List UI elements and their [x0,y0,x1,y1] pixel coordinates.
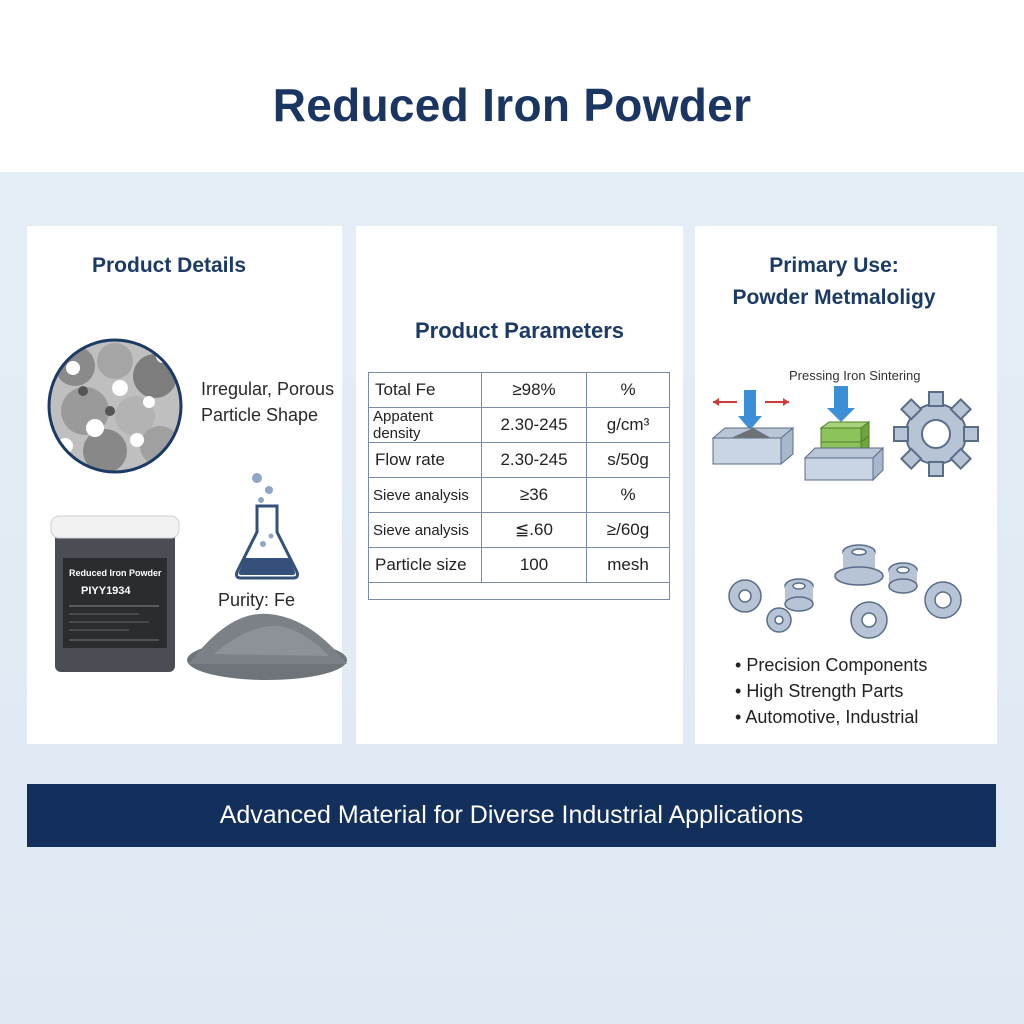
param-name: Appatent density [369,408,482,443]
page-title: Reduced Iron Powder [272,79,752,131]
primary-use-heading: Primary Use: [769,254,899,277]
param-unit: s/50g [587,443,670,478]
porous-particle-image [45,336,185,476]
primary-use-subheading: Powder Metmaloligy [732,286,936,309]
parameters-table [368,372,670,600]
table-row [369,443,670,478]
iron-powder-jar-image [49,514,329,684]
jar-label-code: PIYY1934 [81,585,131,597]
param-unit: ≥/60g [587,513,670,548]
process-label: Pressing Iron Sintering [789,368,921,383]
empty-cell [369,583,670,600]
product-details-heading: Product Details [92,254,247,277]
param-value: 2.30-245 [482,443,587,478]
param-name: Sieve analysis [369,478,482,513]
param-name: Flow rate [369,443,482,478]
param-unit: % [587,478,670,513]
primary-use-panel [695,226,997,744]
jar-label-title: Reduced Iron Powder [69,568,162,578]
table-row [369,373,670,408]
product-parameters-heading: Product Parameters [414,318,625,343]
param-unit: g/cm³ [587,408,670,443]
pressing-icon [709,388,799,484]
gear-icon [893,391,979,477]
list-item: • Precision Components [735,652,927,678]
list-item: • High Strength Parts [735,678,927,704]
particle-shape-text [201,376,334,428]
param-value: ≦.60 [482,513,587,548]
param-name: Particle size [369,548,482,583]
table-row [369,408,670,443]
components-icon [721,538,969,642]
particle-shape-line1: Irregular, Porous [201,379,335,399]
tagline-banner: Advanced Material for Diverse Industrial Applications [27,784,996,847]
param-value: 100 [482,548,587,583]
param-unit: mesh [587,548,670,583]
table-row [369,583,670,600]
list-item: • Automotive, Industrial [735,704,927,730]
product-parameters-panel [356,226,683,744]
param-name: Sieve analysis [369,513,482,548]
param-value: 2.30-245 [482,408,587,443]
particle-shape-line2: Particle Shape [201,405,319,425]
sintering-icon [803,384,885,484]
applications-list [735,652,927,730]
product-details-panel [27,226,342,744]
table-row [369,478,670,513]
param-value: ≥98% [482,373,587,408]
param-value: ≥36 [482,478,587,513]
param-unit: % [587,373,670,408]
table-row [369,548,670,583]
table-row [369,513,670,548]
param-name: Total Fe [369,373,482,408]
purity-label: Purity: Fe [218,590,296,610]
